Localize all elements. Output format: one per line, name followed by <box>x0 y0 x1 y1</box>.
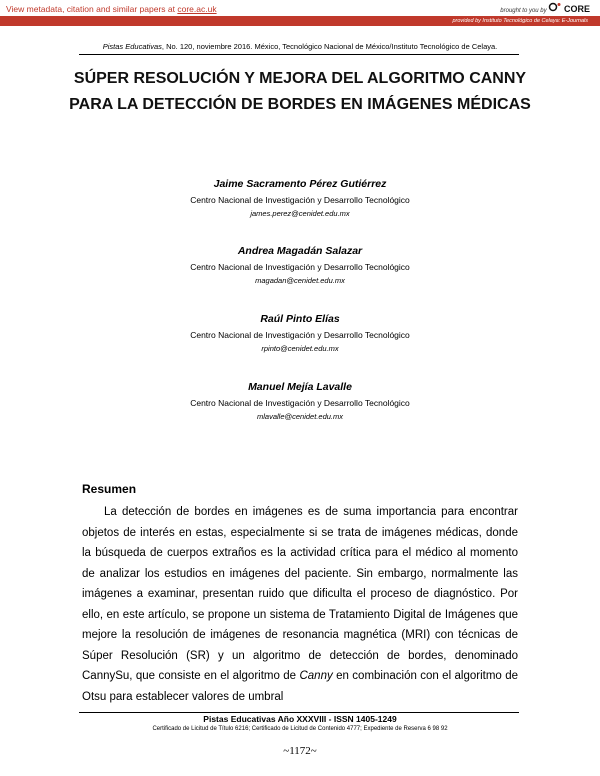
brought-by-label: brought to you by <box>500 8 547 14</box>
core-header-bar <box>0 0 600 26</box>
paper-title: SÚPER RESOLUCIÓN Y MEJORA DEL ALGORITMO CANNY PARA LA DETECCIÓN DE BORDES EN IMÁGENES MÉDICAS <box>69 70 531 113</box>
journal-citation <box>60 42 540 51</box>
abstract-body <box>82 502 518 707</box>
abstract-heading: Resumen <box>82 482 137 496</box>
provided-by-strip <box>0 16 600 26</box>
author-institution: Centro Nacional de Investigación y Desarrollo Tecnológico <box>190 330 410 340</box>
author-block <box>0 313 600 353</box>
footer-certificates: Certificado de Licitud de Título 6216; Certificado de Licitud de Contenido 4777; Expediente de Reserva 6 98 92 <box>152 726 448 732</box>
page-number: ~1172~ <box>283 745 317 757</box>
author-institution: Centro Nacional de Investigación y Desarrollo Tecnológico <box>190 398 410 408</box>
author-block <box>0 178 600 218</box>
author-name: Andrea Magadán Salazar <box>237 245 363 257</box>
author-email[interactable]: rpinto@cenidet.edu.mx <box>261 344 339 353</box>
author-institution: Centro Nacional de Investigación y Desarrollo Tecnológico <box>190 262 410 272</box>
footer-divider <box>79 712 519 713</box>
author-email[interactable]: james.perez@cenidet.edu.mx <box>250 209 350 218</box>
journal-name: Pistas Educativas <box>102 42 162 51</box>
author-block <box>0 381 600 421</box>
author-block <box>0 245 600 285</box>
author-institution: Centro Nacional de Investigación y Desarrollo Tecnológico <box>190 195 410 205</box>
core-brand-name: CORE <box>563 4 590 14</box>
author-name: Raúl Pinto Elías <box>260 313 340 325</box>
core-logo-icon <box>548 8 562 14</box>
journal-details: , No. 120, noviembre 2016. México, Tecnológico Nacional de México/Instituto Tecnológico de Celaya. <box>161 42 498 51</box>
provided-by-text: provided by Instituto Tecnológico de Celaya: E-Journals <box>452 18 588 24</box>
core-metadata-link[interactable] <box>6 4 217 14</box>
core-brand[interactable] <box>500 2 590 14</box>
core-link-prefix: View metadata, citation and similar papers at <box>6 4 178 14</box>
author-email[interactable]: mlavalle@cenidet.edu.mx <box>257 412 343 421</box>
footer-journal-issn: Pistas Educativas Año XXXVIII - ISSN 1405-1249 <box>203 714 397 724</box>
author-email[interactable]: magadan@cenidet.edu.mx <box>255 276 345 285</box>
abstract-text-continued: en combinación con el algoritmo de Otsu para establecer valores de umbral <box>82 670 519 703</box>
author-name: Manuel Mejía Lavalle <box>248 381 352 393</box>
abstract-canny-term: Canny <box>299 670 333 682</box>
header-divider <box>79 54 519 55</box>
core-link-url[interactable]: core.ac.uk <box>177 4 217 14</box>
author-name: Jaime Sacramento Pérez Gutiérrez <box>213 178 387 190</box>
abstract-text: La detección de bordes en imágenes es de suma importancia para encontrar objetos de interés en estas, especialmente si se trata de imágenes médicas, donde la búsqueda de cuerpos extraños es la actividad crítica para el médico al momento de analizar los estudios en imágenes del paciente. Sin embargo, normalmente las imágenes a examinar, presentan ruido que dificulta el proceso de diagnóstico. Por ello, en este artículo, se propone un sistema de Tratamiento Digital de Imágenes que mejore la resolución de imágenes de resonancia magnética (MRI) con técnicas de Súper Resolución (SR) y un algoritmo de detección de bordes, denominado CannySu, que consiste en el algoritmo de <box>82 506 518 682</box>
